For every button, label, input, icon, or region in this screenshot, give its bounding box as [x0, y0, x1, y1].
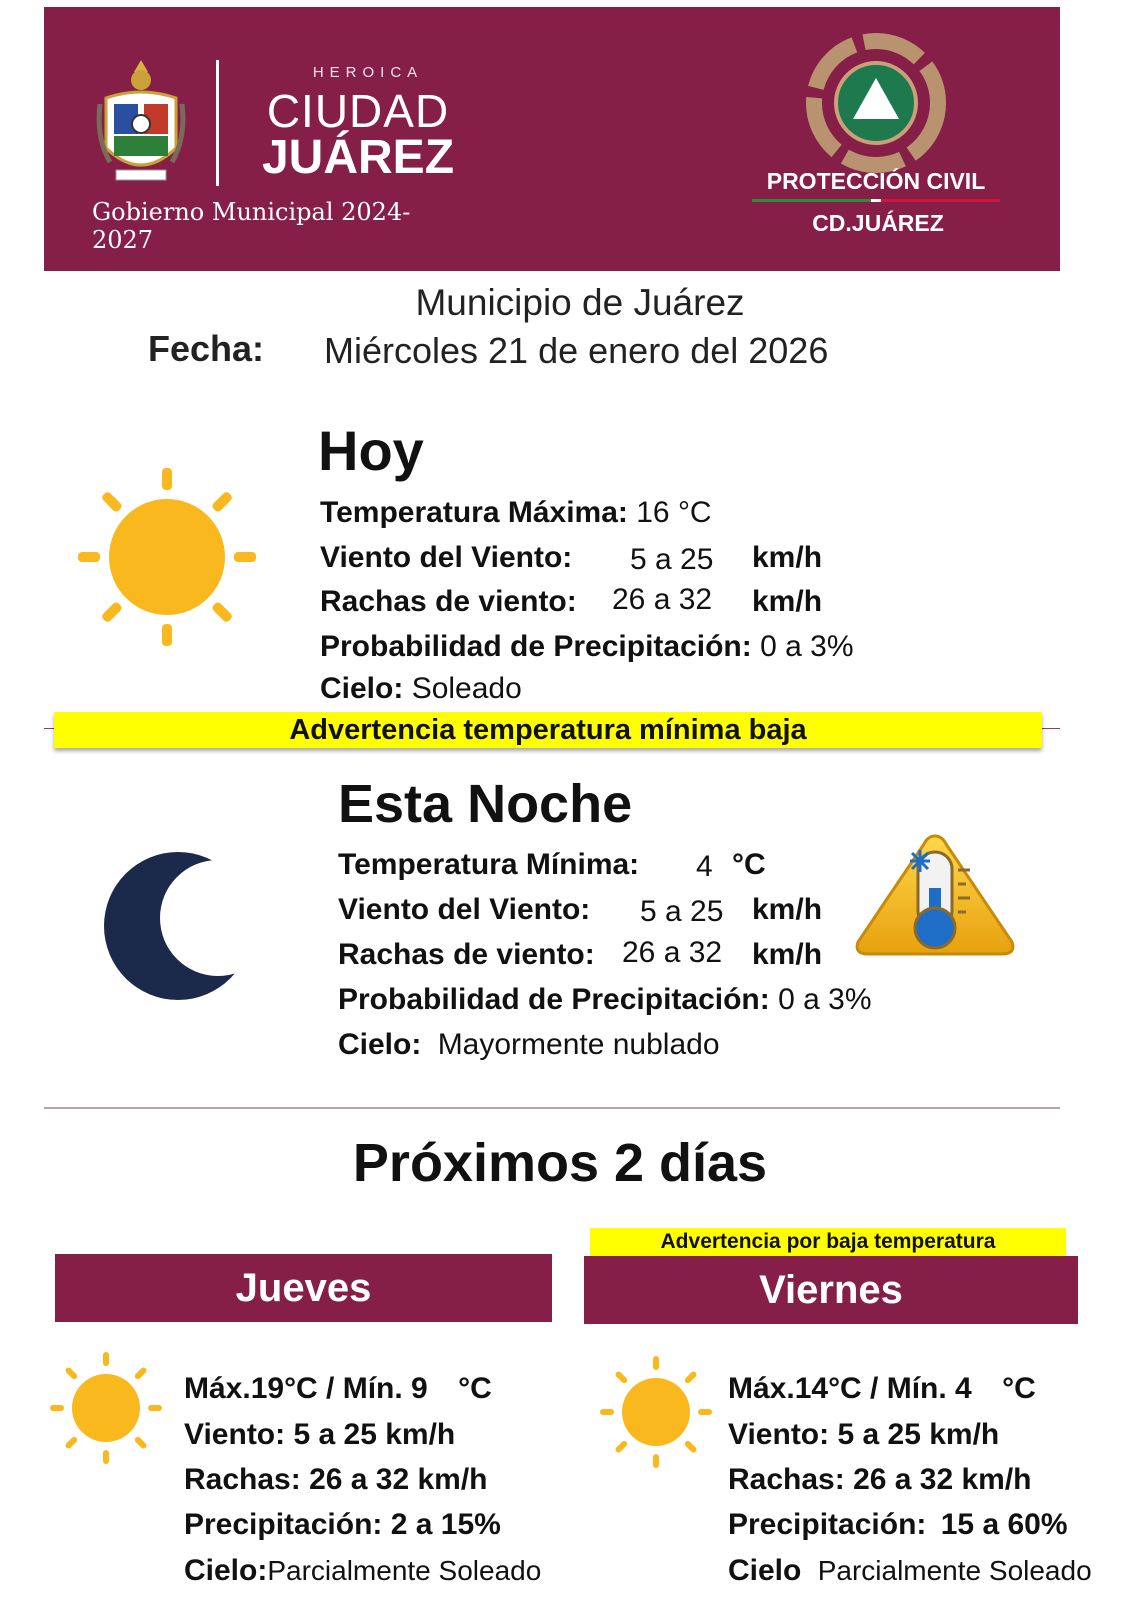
day-header-viernes: Viernes [584, 1256, 1078, 1324]
noche-viento-label: Viento del Viento: [338, 893, 591, 926]
noche-precip-value: 0 a 3% [778, 983, 872, 1016]
viernes-viento-value: 5 a 25 km/h [837, 1418, 1000, 1451]
jueves-viento-value: 5 a 25 km/h [293, 1418, 456, 1451]
section-divider [44, 1107, 1060, 1109]
flag-underline [752, 199, 1000, 202]
noche-viento-row [338, 893, 590, 927]
fecha-label: Fecha: [148, 328, 265, 369]
hoy-temp-label: Temperatura Máxima: [320, 496, 628, 529]
viernes-rachas-label: Rachas: [728, 1463, 845, 1496]
proteccion-civil-title: PROTECCIÓN CIVIL [766, 168, 986, 194]
hoy-rachas-value: 26 a 32 [612, 583, 713, 616]
viernes-precip-value: 15 a 60% [940, 1508, 1068, 1541]
jueves-rachas-value: 26 a 32 km/h [309, 1463, 488, 1496]
noche-cielo-row [338, 1028, 720, 1062]
noche-precip-label: Probabilidad de Precipitación: [338, 983, 770, 1016]
jueves-viento-label: Viento: [184, 1418, 286, 1451]
hoy-rachas-row [320, 585, 577, 619]
viernes-rachas-row [728, 1463, 1032, 1497]
gobierno-label: Gobierno Municipal 2024-2027 [92, 198, 411, 254]
noche-title: Esta Noche [338, 774, 633, 834]
jueves-unit: °C [458, 1372, 492, 1405]
jueves-precip-value: 2 a 15% [390, 1508, 501, 1541]
noche-viento-unit: km/h [752, 893, 823, 926]
sun-icon [46, 1348, 166, 1468]
warning-banner-min-temp: Advertencia temperatura mínima baja [54, 712, 1042, 748]
header-divider [216, 60, 219, 186]
viernes-cielo-value: Parcialmente Soleado [817, 1555, 1092, 1586]
jueves-cielo-row [184, 1554, 541, 1588]
moon-icon [100, 840, 250, 1010]
viernes-cielo-label: Cielo [728, 1554, 802, 1587]
hoy-precip-label: Probabilidad de Precipitación: [320, 630, 752, 663]
city-crest-icon [96, 58, 186, 186]
hoy-precip-value: 0 a 3% [760, 630, 854, 663]
hoy-title: Hoy [318, 419, 424, 482]
viernes-maxmin: Máx.14°C / Mín. 4 [728, 1372, 972, 1405]
sun-icon [596, 1352, 716, 1472]
viernes-precip-row [728, 1508, 1068, 1542]
viernes-viento-row [728, 1418, 999, 1452]
jueves-rachas-label: Rachas: [184, 1463, 301, 1496]
noche-rachas-row [338, 938, 595, 972]
hoy-viento-row [320, 541, 572, 575]
hoy-temp-value: 16 °C [636, 496, 712, 529]
proximos-title: Próximos 2 días [352, 1133, 768, 1193]
warning-banner-low-temp: Advertencia por baja temperatura [590, 1228, 1066, 1256]
viernes-precip-label: Precipitación: [728, 1508, 927, 1541]
noche-temp-row [338, 848, 639, 882]
jueves-viento-row [184, 1418, 455, 1452]
viernes-rachas-value: 26 a 32 km/h [853, 1463, 1032, 1496]
jueves-precip-row [184, 1508, 501, 1542]
municipio-title: Municipio de Juárez [415, 282, 745, 323]
jueves-maxmin: Máx.19°C / Mín. 9 [184, 1372, 428, 1405]
proteccion-civil-subtitle: CD.JUÁREZ [812, 210, 944, 236]
noche-temp-value: 4 [696, 850, 713, 883]
hoy-rachas-unit: km/h [752, 585, 823, 618]
jueves-rachas-row [184, 1463, 488, 1497]
sun-icon [72, 462, 262, 652]
jueves-cielo-value: Parcialmente Soleado [267, 1555, 542, 1586]
heroica-label: HEROICA [312, 64, 424, 81]
noche-rachas-label: Rachas de viento: [338, 938, 595, 971]
hoy-viento-label: Viento del Viento: [320, 541, 573, 574]
viernes-unit: °C [1002, 1372, 1036, 1405]
ciudad-label: CIUDAD [266, 85, 450, 137]
noche-temp-label: Temperatura Mínima: [338, 848, 640, 881]
hoy-viento-unit: km/h [752, 541, 823, 574]
noche-cielo-value: Mayormente nublado [437, 1028, 720, 1061]
noche-rachas-unit: km/h [752, 938, 823, 971]
juarez-label: JUÁREZ [261, 131, 455, 184]
viernes-cielo-row [728, 1554, 1092, 1588]
jueves-maxmin-row [184, 1372, 492, 1406]
noche-viento-value: 5 a 25 [640, 895, 724, 928]
hoy-rachas-label: Rachas de viento: [320, 585, 577, 618]
noche-cielo-label: Cielo: [338, 1028, 422, 1061]
hoy-cielo-row [320, 672, 522, 706]
cold-thermometer-warning-icon [850, 830, 1020, 960]
hoy-viento-value: 5 a 25 [630, 543, 714, 576]
jueves-cielo-label: Cielo: [184, 1554, 268, 1587]
hoy-cielo-label: Cielo: [320, 672, 404, 705]
noche-temp-unit: °C [732, 848, 766, 881]
day-header-jueves: Jueves [55, 1254, 552, 1322]
viernes-maxmin-row [728, 1372, 1036, 1406]
hoy-temp-row [320, 496, 712, 530]
noche-precip-row [338, 983, 872, 1017]
fecha-value: Miércoles 21 de enero del 2026 [324, 330, 829, 371]
hoy-precip-row [320, 630, 854, 664]
viernes-viento-label: Viento: [728, 1418, 830, 1451]
jueves-precip-label: Precipitación: [184, 1508, 383, 1541]
proteccion-civil-logo-icon [805, 33, 947, 173]
hoy-cielo-value: Soleado [411, 672, 522, 705]
noche-rachas-value: 26 a 32 [622, 936, 723, 969]
